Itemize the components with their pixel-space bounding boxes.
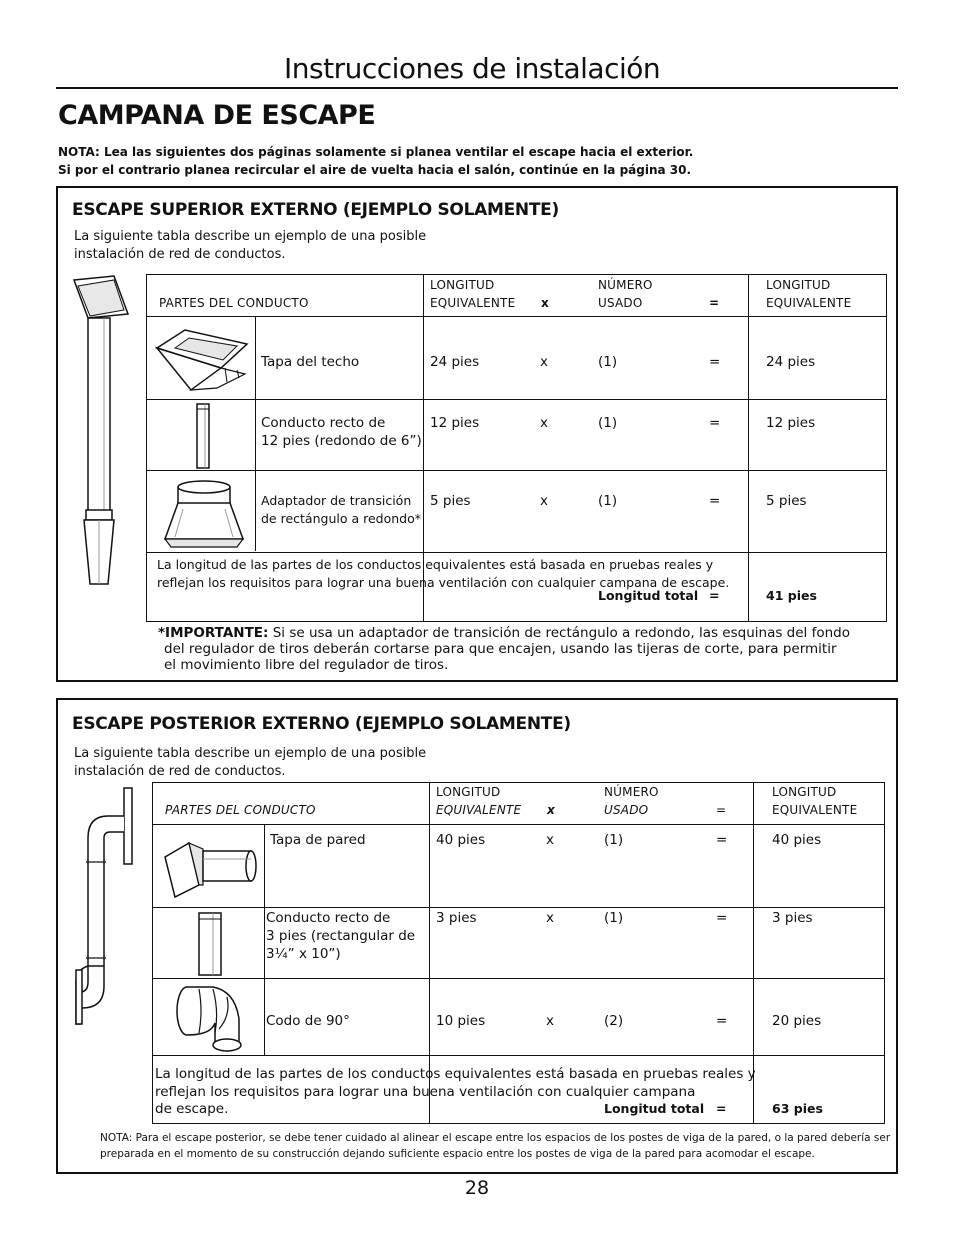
header-length-top: LONGITUD: [430, 278, 495, 292]
top-exhaust-description: [74, 228, 426, 264]
total-value: 41 pies: [766, 588, 817, 603]
row-divider: [153, 1055, 885, 1056]
row-divider: [153, 978, 885, 979]
header-number-top: NÚMERO: [604, 785, 659, 799]
equals-sign: =: [716, 1013, 728, 1029]
summary-line-2: reflejan los requisitos para lograr una buena ventilación con cualquier campana de escape.: [157, 575, 730, 590]
row-divider: [147, 316, 886, 317]
roof-cap-icon: [155, 324, 249, 392]
header-length-top: LONGITUD: [436, 785, 501, 799]
times-sign: x: [546, 910, 554, 926]
header-number-top: NÚMERO: [598, 278, 653, 292]
column-divider: [264, 824, 265, 1055]
part-name: Adaptador de transición: [261, 493, 412, 508]
part-total: 40 pies: [772, 832, 822, 848]
rectangular-duct-icon: [197, 911, 223, 977]
description-line-2: instalación de red de conductos.: [74, 764, 286, 779]
intro-note: [58, 143, 693, 179]
part-total: 3 pies: [772, 910, 813, 926]
rear-exhaust-title: ESCAPE POSTERIOR EXTERNO (EJEMPLO SOLAMENTE): [72, 714, 571, 734]
important-line-3: el movimiento libre del regulador de tiros.: [164, 657, 449, 673]
equals-sign: =: [709, 493, 721, 509]
summary-line-2: reflejan los requisitos para lograr una buena ventilación con cualquier campana: [155, 1084, 696, 1100]
row-divider: [147, 552, 886, 553]
header-length-bottom: EQUIVALENTE: [430, 296, 516, 310]
important-lead: *IMPORTANTE:: [158, 625, 269, 641]
part-length: 40 pies: [436, 832, 486, 848]
part-number: (1): [598, 493, 618, 509]
equals-sign: =: [716, 832, 728, 848]
important-note: [158, 625, 850, 673]
page-header: [56, 52, 898, 89]
rear-exhaust-footnote: [100, 1130, 890, 1162]
important-line-2: del regulador de tiros deberán cortarse para que encajen, usando las tijeras de corte, para permitir: [164, 641, 837, 657]
straight-duct-icon: [195, 403, 211, 469]
footnote-line-2: preparada en el momento de su construcción dejando suficiente espacio entre los postes de viga de la pared para acomodar el escape.: [100, 1148, 815, 1160]
times-sign: x: [546, 1013, 554, 1029]
top-duct-table: [146, 274, 887, 622]
page-number: 28: [464, 1177, 490, 1199]
header-length-bottom: EQUIVALENTE: [436, 803, 522, 817]
wall-cap-icon: [163, 841, 259, 899]
total-label: Longitud total: [604, 1101, 705, 1116]
row-divider: [147, 470, 886, 471]
description-line-1: La siguiente tabla describe un ejemplo de una posible: [74, 746, 427, 761]
top-exhaust-box: [56, 186, 898, 682]
equals-sign: =: [716, 910, 728, 926]
total-equals: =: [709, 588, 720, 603]
part-length: 5 pies: [430, 493, 471, 509]
summary-line-3: de escape.: [155, 1101, 229, 1117]
part-length: 24 pies: [430, 354, 480, 370]
elbow-90-icon: [173, 983, 245, 1053]
transition-adapter-icon: [163, 479, 245, 549]
header-equals: =: [716, 803, 727, 817]
total-equals: =: [716, 1101, 727, 1116]
top-exhaust-title: ESCAPE SUPERIOR EXTERNO (EJEMPLO SOLAMENTE): [72, 200, 559, 220]
header-equals: =: [709, 296, 720, 310]
summary-line-1: La longitud de las partes de los conductos equivalentes está basada en pruebas reales y: [155, 1066, 756, 1082]
row-divider: [153, 824, 885, 825]
vertical-duct-assembly-icon: [68, 274, 130, 594]
part-number: (1): [598, 415, 618, 431]
part-number: (1): [598, 354, 618, 370]
part-number: (1): [604, 832, 624, 848]
header-total-bottom: EQUIVALENTE: [766, 296, 852, 310]
part-number: (1): [604, 910, 624, 926]
header-total-bottom: EQUIVALENTE: [772, 803, 858, 817]
times-sign: x: [540, 354, 548, 370]
column-divider: [748, 275, 749, 621]
header-parts: PARTES DEL CONDUCTO: [159, 296, 309, 310]
part-name: Conducto recto de: [261, 415, 386, 431]
header-number-bottom: USADO: [598, 296, 643, 310]
part-name: Tapa del techo: [261, 354, 360, 370]
rear-exhaust-box: [56, 698, 898, 1174]
times-sign: x: [540, 415, 548, 431]
part-name: Tapa de pared: [270, 832, 366, 848]
row-divider: [153, 907, 885, 908]
page-title: Instrucciones de instalación: [284, 52, 661, 85]
part-name-line-2: 12 pies (redondo de 6”): [261, 433, 422, 449]
part-name-line-3: 3¼” x 10”): [266, 946, 341, 962]
intro-note-line-1: NOTA: Lea las siguientes dos páginas solamente si planea ventilar el escape hacia el exterior.: [58, 145, 694, 159]
part-name-line-2: 3 pies (rectangular de: [266, 928, 416, 944]
part-number: (2): [604, 1013, 624, 1029]
description-line-2: instalación de red de conductos.: [74, 247, 286, 262]
rear-exhaust-description: [74, 745, 426, 781]
important-line-1: Si se usa un adaptador de transición de rectángulo a redondo, las esquinas del fondo: [268, 625, 850, 641]
header-number-bottom: USADO: [604, 803, 649, 817]
total-label: Longitud total: [598, 588, 699, 603]
header-total-top: LONGITUD: [766, 278, 831, 292]
header-total-top: LONGITUD: [772, 785, 837, 799]
part-name: Conducto recto de: [266, 910, 391, 926]
part-length: 10 pies: [436, 1013, 486, 1029]
part-total: 20 pies: [772, 1013, 822, 1029]
right-edge: [884, 783, 885, 1123]
header-times: x: [541, 296, 549, 310]
part-name-line-2: de rectángulo a redondo*: [261, 511, 421, 526]
description-line-1: La siguiente tabla describe un ejemplo de una posible: [74, 229, 427, 244]
equals-sign: =: [709, 415, 721, 431]
total-value: 63 pies: [772, 1101, 823, 1116]
intro-note-line-2: Si por el contrario planea recircular el aire de vuelta hacia el salón, continúe en la página 30.: [58, 163, 692, 177]
header-parts: PARTES DEL CONDUCTO: [165, 803, 316, 817]
part-name: Codo de 90°: [266, 1013, 350, 1029]
summary-line-1: La longitud de las partes de los conductos equivalentes está basada en pruebas reales y: [157, 557, 714, 572]
part-length: 3 pies: [436, 910, 477, 926]
times-sign: x: [546, 832, 554, 848]
equals-sign: =: [709, 354, 721, 370]
part-total: 5 pies: [766, 493, 807, 509]
rear-duct-assembly-icon: [74, 786, 136, 1030]
rear-duct-table: [152, 782, 885, 1124]
part-length: 12 pies: [430, 415, 480, 431]
row-divider: [147, 399, 886, 400]
footnote-line-1: NOTA: Para el escape posterior, se debe tener cuidado al alinear el escape entre los espacios de los postes de viga de la pared, o la pared debería ser: [100, 1132, 891, 1144]
column-divider: [255, 316, 256, 551]
part-total: 12 pies: [766, 415, 816, 431]
times-sign: x: [540, 493, 548, 509]
header-times: x: [547, 803, 555, 817]
section-title: CAMPANA DE ESCAPE: [58, 100, 376, 131]
part-total: 24 pies: [766, 354, 816, 370]
